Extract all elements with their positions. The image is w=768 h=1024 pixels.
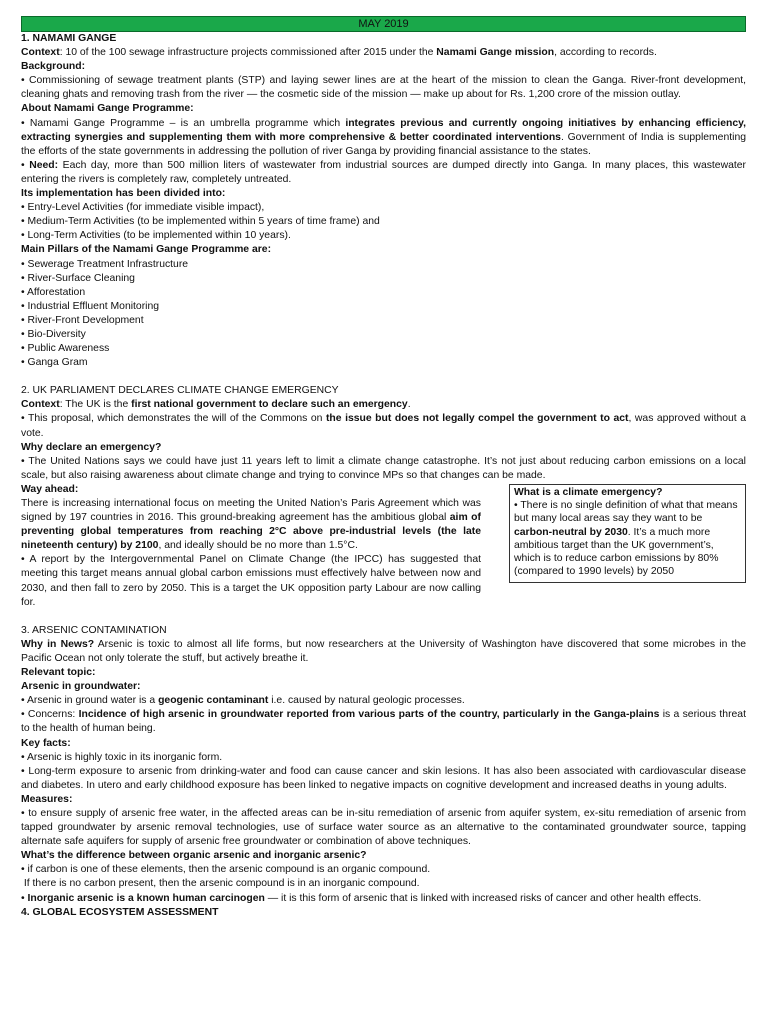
- facts-heading: Key facts:: [21, 737, 71, 749]
- left-column: [21, 483, 481, 610]
- implementation-heading: Its implementation has been divided into:: [21, 188, 226, 200]
- difference-text: If there is no carbon present, then the arsenic compound is in an inorganic compound.: [21, 878, 420, 890]
- fact-text: • Arsenic is highly toxic in its inorganic form.: [21, 751, 223, 763]
- list-item: • Entry-Level Activities (for immediate visible impact),: [21, 202, 265, 214]
- two-column-block: [21, 483, 746, 610]
- month-banner: MAY 2019: [21, 16, 746, 32]
- groundwater-text: • Arsenic in ground water is a geogenic contaminant i.e. caused by natural geologic processes.: [21, 695, 465, 707]
- list-item: • Afforestation: [21, 286, 86, 298]
- section-spacer: [21, 610, 746, 624]
- section-title: 3. ARSENIC CONTAMINATION: [21, 624, 167, 636]
- pillars-heading: Main Pillars of the Namami Gange Programme are:: [21, 244, 272, 256]
- measures-text: • to ensure supply of arsenic free water, in the affected areas can be in-situ remediation of arsenic from aquifer system, ex-situ remediation of arsenic from tapped groundwater by arsenic removal technologies, use of surface water source as an alternative to the contaminated groundwater source, tapping alternate safe aquifers for supply of arsenic free groundwater or combination of above techniques.: [21, 807, 746, 848]
- climate-emergency-box: [509, 484, 746, 583]
- list-item: • Long-Term Activities (to be implemented within 10 years).: [21, 230, 291, 242]
- difference-text: • if carbon is one of these elements, then the arsenic compound is an organic compound.: [21, 864, 431, 876]
- background-heading: Background:: [21, 61, 86, 73]
- carcinogen-text: • Inorganic arsenic is a known human carcinogen — it is this form of arsenic that is linked with increased risks of cancer and other health effects.: [21, 892, 702, 904]
- news-text: Why in News? Arsenic is toxic to almost all life forms, but now researchers at the University of Washington have discovered that some microbes in the Pacific Ocean not only tolerate the stuff, but actively breathe it.: [21, 638, 747, 664]
- section-spacer: [21, 370, 746, 384]
- document-page: [21, 16, 746, 920]
- proposal-text: • This proposal, which demonstrates the will of the Commons on the issue but does not legally compel the government to act, was approved without a vote.: [21, 413, 746, 439]
- why-heading: Why declare an emergency?: [21, 441, 162, 453]
- section-title: 4. GLOBAL ECOSYSTEM ASSESSMENT: [21, 906, 219, 918]
- list-item: • Ganga Gram: [21, 357, 88, 369]
- section-uk-climate-emergency: [21, 384, 746, 610]
- section-namami-gange: [21, 32, 746, 370]
- list-item: • Bio-Diversity: [21, 328, 86, 340]
- box-heading: What is a climate emergency?: [514, 486, 663, 498]
- groundwater-heading: Arsenic in groundwater:: [21, 681, 141, 693]
- list-item: • Sewerage Treatment Infrastructure: [21, 258, 189, 270]
- measures-heading: Measures:: [21, 793, 73, 805]
- about-text: • Namami Gange Programme – is an umbrella programme which integrates previous and currently ongoing initiatives by enhancing efficiency, extracting synergies and supplementing them with more comprehensive & better coordinated interventions. Government of India is supplementing the efforts of the state governments in addressing the pollution of river Ganga by providing financial assistance to the states.: [21, 117, 746, 157]
- why-text: • The United Nations says we could have just 11 years left to limit a climate change catastrophe. It’s not just about reducing carbon emissions on a local scale, but also raising awareness about climate change and trying to convince MPs so that changes can be made.: [21, 455, 746, 481]
- difference-heading: What’s the difference between organic arsenic and inorganic arsenic?: [21, 850, 367, 862]
- list-item: • Public Awareness: [21, 343, 110, 355]
- list-item: • Medium-Term Activities (to be implemented within 5 years of time frame) and: [21, 216, 380, 228]
- fact-text: • Long-term exposure to arsenic from drinking-water and food can cause cancer and skin lesions. It has also been associated with cardiovascular disease and diabetes. In utero and early childhood exposure has been linked to negative impacts on cognitive development and increased deaths in young adults.: [21, 765, 746, 791]
- context-paragraph: Context: 10 of the 100 sewage infrastructure projects commissioned after 2015 under the Namami Gange mission, according to records.: [21, 47, 657, 59]
- section-title: 1. NAMAMI GANGE: [21, 33, 117, 44]
- section-title: 2. UK PARLIAMENT DECLARES CLIMATE CHANGE EMERGENCY: [21, 385, 339, 397]
- ipcc-text: • A report by the Intergovernmental Panel on Climate Change (the IPCC) has suggested that meeting this target means annual global carbon emissions must effectively halve between now and 2030, and then fall to zero by 2050. This is a target the UK opposition party Labour are now calling for.: [21, 554, 481, 608]
- section-arsenic: [21, 624, 746, 906]
- list-item: • Industrial Effluent Monitoring: [21, 300, 160, 312]
- topic-heading: Relevant topic:: [21, 667, 96, 679]
- list-item: • River-Front Development: [21, 314, 144, 326]
- about-heading: About Namami Gange Programme:: [21, 103, 194, 115]
- need-text: • Need: Each day, more than 500 million liters of wastewater from industrial sources are dumped directly into Ganga. In many places, this wastewater entering the rivers is completely raw, completely untreated.: [21, 159, 746, 185]
- background-text: • Commissioning of sewage treatment plants (STP) and laying sewer lines are at the heart of the mission to clean the Ganga. River-front development, cleaning ghats and removing trash from the river — the cosmetic side of the mission — make up about for Rs. 1,200 crore of the mission outlay.: [21, 75, 746, 101]
- list-item: • River-Surface Cleaning: [21, 272, 135, 284]
- way-ahead-heading: Way ahead:: [21, 483, 79, 495]
- concerns-text: • Concerns: Incidence of high arsenic in groundwater reported from various parts of the country, particularly in the Ganga-plains is a serious threat to the health of human being.: [21, 709, 746, 735]
- section-global-ecosystem: [21, 906, 746, 920]
- box-text: • There is no single definition of what that means but many local areas say they want to be carbon-neutral by 2030. It’s a much more ambitious target than the UK government’s, which is to reduce carbon emissions by 80% (compared to 1990 levels) by 2050: [514, 500, 738, 578]
- way-ahead-text: There is increasing international focus on meeting the United Nation’s Paris Agreement which was signed by 197 countries in 2016. This ground-breaking agreement has the ambitious global aim of preventing global temperatures from reaching 2°C above pre-industrial levels (the late nineteenth century) by 2100, and ideally should be no more than 1.5°C.: [21, 498, 481, 552]
- context-paragraph: Context: The UK is the first national government to declare such an emergency.: [21, 399, 411, 411]
